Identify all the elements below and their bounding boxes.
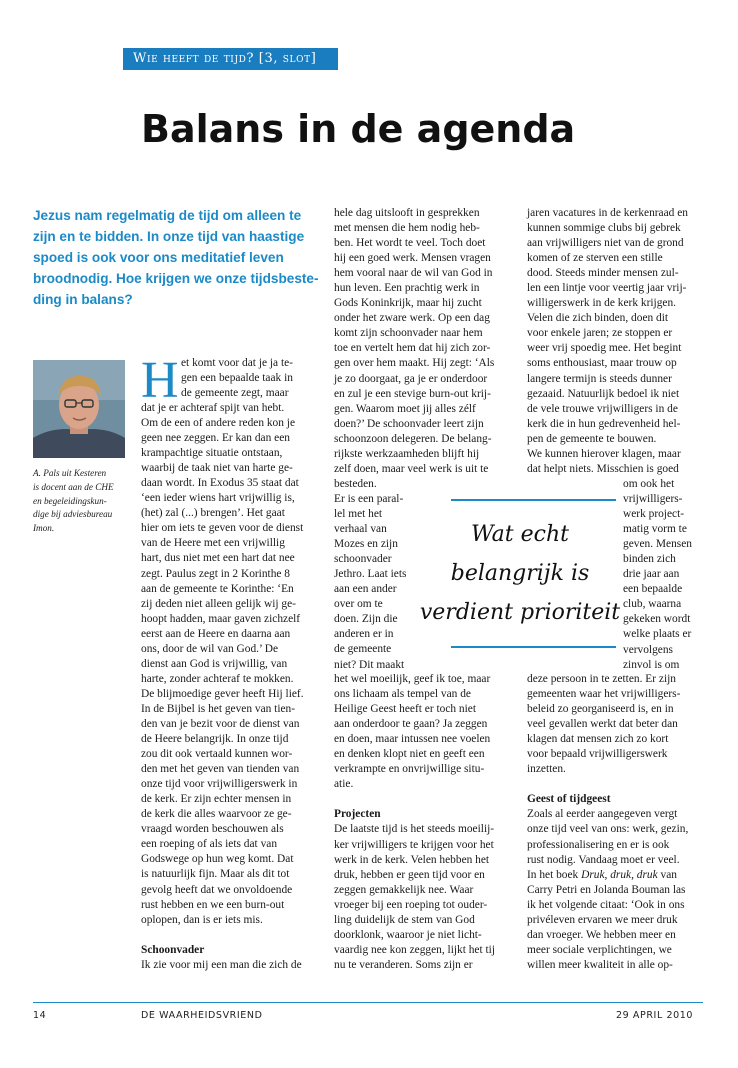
text-line: In het boek Druk, druk, druk van xyxy=(527,868,677,881)
text-line: lel met het xyxy=(334,508,383,521)
text-line: Geest of tijdgeest xyxy=(527,793,611,806)
text-line: onze tijd voor vrijwilligerswerk in xyxy=(141,778,298,791)
text-line: krampachtige situatie ontstaan, xyxy=(141,447,283,460)
text-line: rust nodig. Vandaag moet er veel. xyxy=(527,853,680,866)
text-line: daan wordt. In Exodus 35 staat dat xyxy=(141,477,299,490)
text-line: werk project- xyxy=(623,508,685,521)
text-line: drie jaar aan xyxy=(623,568,680,581)
text-line: zeggen gemakkelijk nee. Waar xyxy=(334,883,474,896)
pull-quote-line: verdient prioriteit xyxy=(419,600,621,625)
text-line: met mensen die hem nodig heb- xyxy=(334,222,480,235)
text-line: ons, door de wil van God.’ De xyxy=(141,642,279,655)
text-line: rijkste werkzaamheden blijft hij xyxy=(334,447,480,460)
footer-rule xyxy=(33,1002,703,1003)
text-line: Velen die zich binden, doen dit xyxy=(527,312,669,325)
text-line xyxy=(334,792,495,807)
text-line: hele dag uitslooft in gesprekken xyxy=(334,207,480,219)
pull-quote-line: belangrijk is xyxy=(450,561,590,586)
text-line: ker vrijwilligers te krijgen voor het xyxy=(334,838,494,851)
caption-line: en begeleidingskun- xyxy=(33,495,107,506)
text-line: doen. Zijn die xyxy=(334,613,398,626)
text-line: voor bepaald vrijwilligerswerk xyxy=(527,748,668,761)
author-portrait-image xyxy=(33,360,125,458)
column-3-wrap xyxy=(623,477,692,673)
lead-line: ding in balans? xyxy=(33,292,133,307)
text-line: (het) zal (...) brengen’. Het gaat xyxy=(141,507,285,520)
text-line: ben. Het wordt te veel. Toch doet xyxy=(334,237,486,250)
text-line: ‘een ieder wiens hart vrijwillig is, xyxy=(141,492,295,505)
text-line: de gemeente zegt, maar xyxy=(181,387,289,400)
text-line: gen een bepaalde taak in xyxy=(181,372,293,385)
text-line: zelf doen, maar veel werk is uit te xyxy=(334,462,489,475)
text-line: het wel moeilijk, geef ik toe, maar xyxy=(334,673,491,685)
text-line: deze persoon in te zetten. Er zijn xyxy=(527,673,676,685)
text-line: vervolgens xyxy=(623,643,673,656)
text-line: een bepaalde xyxy=(623,583,683,596)
text-line: over om te xyxy=(334,598,383,611)
column-2-top xyxy=(334,206,494,492)
page-number: 14 xyxy=(33,1010,47,1021)
text-line: en zul je een stevige burn-out krij- xyxy=(334,387,491,400)
text-line: willigerswerk in de kerk krijgen. xyxy=(527,297,676,310)
text-line: en doen, maar intussen nee voelen xyxy=(334,733,491,746)
text-line: onze tijd veel van ons: werk, gezin, xyxy=(527,823,689,836)
text-line: kerk die in hun gedrevenheid hel- xyxy=(527,417,681,430)
text-line: druk, hebben er geen tijd voor en xyxy=(334,868,485,881)
text-line: hoopt hadden, maar gaven zichzelf xyxy=(141,612,301,625)
text-line: pen de gemeente te bouwen. xyxy=(527,432,657,445)
text-line: klagen dat mensen zich zo kort xyxy=(527,733,669,746)
text-line: beleid zo georganiseerd is, en in xyxy=(527,703,674,716)
pull-quote-top-rule xyxy=(451,499,616,501)
text-line: komen of ze sterven een stille xyxy=(527,252,663,265)
series-label: Wie heeft de tijd? [3, slot] xyxy=(123,48,338,70)
text-line: meer sociale verplichtingen, we xyxy=(527,943,672,956)
text-line: schoonvader xyxy=(334,553,392,566)
text-line: Om de een of andere reden kon je xyxy=(141,417,296,430)
text-line: professionalisering en er is ook xyxy=(527,838,670,851)
text-line: De laatste tijd is het steeds moeilij- xyxy=(334,823,495,836)
text-line: ling duidelijk de stem van God xyxy=(334,913,475,926)
text-line: gezaaid. Natuurlijk bedoel ik niet xyxy=(527,387,680,400)
text-line: Projecten xyxy=(334,808,381,821)
column-1-intro xyxy=(181,356,293,401)
text-line: gekeken wordt xyxy=(623,613,691,626)
text-line: hart, dus niet met een hart dat nee xyxy=(141,552,295,565)
text-line: willen meer kwaliteit in alle op- xyxy=(527,958,673,971)
lead-line: spoed is ook voor ons meditatief leven xyxy=(33,250,284,265)
text-line: verkrampte en onvrijwillige situ- xyxy=(334,763,485,776)
text-line: In de Bijbel is het geven van tien- xyxy=(141,702,296,715)
publication-name: DE WAARHEIDSVRIEND xyxy=(141,1010,263,1021)
headline: Balans in de agenda xyxy=(141,107,576,151)
text-line: hier om iets te geven voor de dienst xyxy=(141,522,304,535)
text-line: om ook het xyxy=(623,478,675,490)
text-line: Gods Koninkrijk, maar hij zucht xyxy=(334,297,482,310)
text-line: zou dit ook vertaald kunnen wor- xyxy=(141,748,293,761)
text-line: Carry Petri en Jolanda Bouman las xyxy=(527,883,686,896)
text-line: vraagd worden beschouwen als xyxy=(141,823,284,836)
text-line: Jethro. Laat iets xyxy=(334,568,407,581)
text-line: verhaal van xyxy=(334,523,387,536)
column-2-bottom xyxy=(334,672,495,973)
column-3-bottom xyxy=(527,672,688,973)
text-line: de gemeente xyxy=(334,643,392,656)
text-line: privéleven ervaren we meer druk xyxy=(527,913,678,926)
text-line: aan een ander xyxy=(334,583,397,596)
text-line: aan onderdoor te gaan? Ja zeggen xyxy=(334,718,488,731)
text-line: je zo doorgaat, ga je er onderdoor xyxy=(334,372,488,385)
text-line: binden zich xyxy=(623,553,676,566)
text-line: werk in de kerk. Velen hebben het xyxy=(334,853,490,866)
text-line: dan vroeger. We hebben meer en xyxy=(527,928,676,941)
text-line: vrijwilligers- xyxy=(623,493,683,506)
text-line: club, waarna xyxy=(623,598,682,611)
text-line: We kunnen hierover klagen, maar xyxy=(527,447,681,460)
text-line: rust hebben en we een burn-out xyxy=(141,898,285,911)
text-line: dat je er achteraf spijt van hebt. xyxy=(141,402,285,414)
text-line: gevolg heeft dat we onvoldoende xyxy=(141,883,293,896)
text-line: kunnen sommige clubs bij gebrek xyxy=(527,222,681,235)
issue-date: 29 APRIL 2010 xyxy=(616,1010,694,1021)
text-line: voor enkele jaren; ze stoppen er xyxy=(527,327,673,340)
text-line: is natuurlijk fijn. Maar als dit tot xyxy=(141,868,290,881)
caption-line: Imon. xyxy=(33,523,55,534)
text-line: en denken klopt niet en geeft een xyxy=(334,748,485,761)
text-line: de kerk. Er zijn echter mensen in xyxy=(141,793,292,806)
text-line: soms enthousiast, maar trouw op xyxy=(527,357,677,370)
text-line: de Heere belangrijk. In onze tijd xyxy=(141,733,289,746)
text-line: aan de gemeente te Korinthe: ‘En xyxy=(141,582,294,595)
lead-paragraph xyxy=(33,205,318,310)
text-line: dat helpt niets. Misschien is goed xyxy=(527,462,679,475)
text-line: de vele trouwe vrijwilligers in de xyxy=(527,402,678,415)
text-line: gen over hem maakt. Hij zegt: ‘Als xyxy=(334,357,495,370)
text-line: komt zijn schoonvader naar hem xyxy=(334,327,483,340)
text-line: weer vrij spoedig mee. Het begint xyxy=(527,342,682,355)
text-line: nu te veranderen. Soms zijn er xyxy=(334,958,473,971)
text-line: doen?’ De schoonvader leert zijn xyxy=(334,417,484,430)
text-line: geven. Mensen xyxy=(623,538,692,551)
text-line: ons lichaam als tempel van de xyxy=(334,688,471,701)
text-line: gen. Waarom moet jij alles zélf xyxy=(334,402,476,415)
photo-caption xyxy=(33,467,125,536)
text-line: anderen er in xyxy=(334,628,394,641)
text-line: Er is een paral- xyxy=(334,493,404,505)
text-line: Zoals al eerder aangegeven vergt xyxy=(527,808,678,821)
text-line: niet? Dit maakt xyxy=(334,658,405,671)
text-line: aan vrijwilligers niet van de grond xyxy=(527,237,684,250)
lead-line: broodnodig. Hoe krijgen we onze tijdsbeste- xyxy=(33,271,319,286)
text-line: zegt. Paulus zegt in 2 Korinthe 8 xyxy=(141,567,290,580)
pull-quote-bottom-rule xyxy=(451,646,616,648)
caption-line: is docent aan de CHE xyxy=(33,481,114,492)
text-line: welke plaats er xyxy=(623,628,692,641)
text-line: harte, zonder achteraf te mokken. xyxy=(141,672,294,685)
text-line: dienst aan God is vrijwillig, van xyxy=(141,657,288,670)
author-photo xyxy=(33,360,125,458)
column-1 xyxy=(141,401,304,973)
text-line: hem vooral naar de wil van God in xyxy=(334,267,493,280)
column-2-wrap xyxy=(334,492,406,673)
drop-cap: H xyxy=(141,352,179,409)
caption-line: dige bij adviesbureau xyxy=(33,509,113,520)
text-line: dood. Steeds minder mensen zul- xyxy=(527,267,679,280)
text-line: matig vorm te xyxy=(623,523,687,536)
text-line: den van je bezit voor de dienst van xyxy=(141,717,300,730)
text-line: hun leven. Een prachtig werk in xyxy=(334,282,480,295)
text-line: gemeenten waar het vrijwilligers- xyxy=(527,688,681,701)
text-line: hij een goed werk. Mensen vragen xyxy=(334,252,491,265)
text-line: van de Heere met een vrijwillig xyxy=(141,537,285,550)
text-line: Heilige Geest heeft er toch niet xyxy=(334,703,477,716)
column-3-top xyxy=(527,206,688,477)
lead-line: Jezus nam regelmatig de tijd om alleen te xyxy=(33,208,302,223)
text-line xyxy=(141,928,304,943)
text-line: zij deden niet alleen gelijk wij ge- xyxy=(141,597,296,610)
text-line: len een lintje voor veertig jaar vrij- xyxy=(527,282,687,295)
text-line: een roeping of als iets dat van xyxy=(141,838,278,851)
text-line: eerst aan de Heere en daarna aan xyxy=(141,627,291,640)
caption-line: A. Pals uit Kesteren xyxy=(33,468,107,478)
text-line: besteden. xyxy=(334,477,377,490)
text-line: inzetten. xyxy=(527,763,566,776)
text-line: et komt voor dat je ja te- xyxy=(181,357,293,369)
text-line: jaren vacatures in de kerkenraad en xyxy=(527,207,688,219)
text-line: vroeger bij een roeping tot ouder- xyxy=(334,898,488,911)
text-line: onder het zware werk. Op een dag xyxy=(334,312,490,325)
text-line: oplopen, dan is er iets mis. xyxy=(141,913,263,926)
text-line: atie. xyxy=(334,778,354,791)
text-line: waarbij de taak niet van harte ge- xyxy=(141,462,293,475)
text-line: geen nee zeggen. Er kan dan een xyxy=(141,432,290,445)
lead-line: zijn en te bidden. In onze tijd van haastige xyxy=(33,229,305,244)
text-line: de kerk die alles waarvoor ze ge- xyxy=(141,808,292,821)
text-line: schoonzoon delegeren. De belang- xyxy=(334,432,492,445)
text-line: langere termijn is steeds dunner xyxy=(527,372,672,385)
text-line: veel gevallen werkt dat beter dan xyxy=(527,718,678,731)
text-line: toe en vertelt hem dat hij zich zor- xyxy=(334,342,491,355)
text-line: vaardig nee kon zeggen, lijkt het tij xyxy=(334,943,495,956)
text-line xyxy=(527,777,688,792)
text-line: Mozes en zijn xyxy=(334,538,398,551)
text-line: doorklonk, waaroor je niet licht- xyxy=(334,928,482,941)
text-line: De blijmoedige gever heeft Hij lief. xyxy=(141,687,304,700)
pull-quote xyxy=(418,515,622,632)
text-line: ik het volgende citaat: ‘Ook in ons xyxy=(527,898,685,911)
text-line: Ik zie voor mij een man die zich de xyxy=(141,958,302,971)
text-line: Godswege op hun weg komt. Dat xyxy=(141,853,294,866)
pull-quote-line: Wat echt xyxy=(470,522,569,547)
text-line: Schoonvader xyxy=(141,943,205,956)
text-line: den met het geven van tienden van xyxy=(141,763,300,776)
text-line: zinvol is om xyxy=(623,658,680,671)
